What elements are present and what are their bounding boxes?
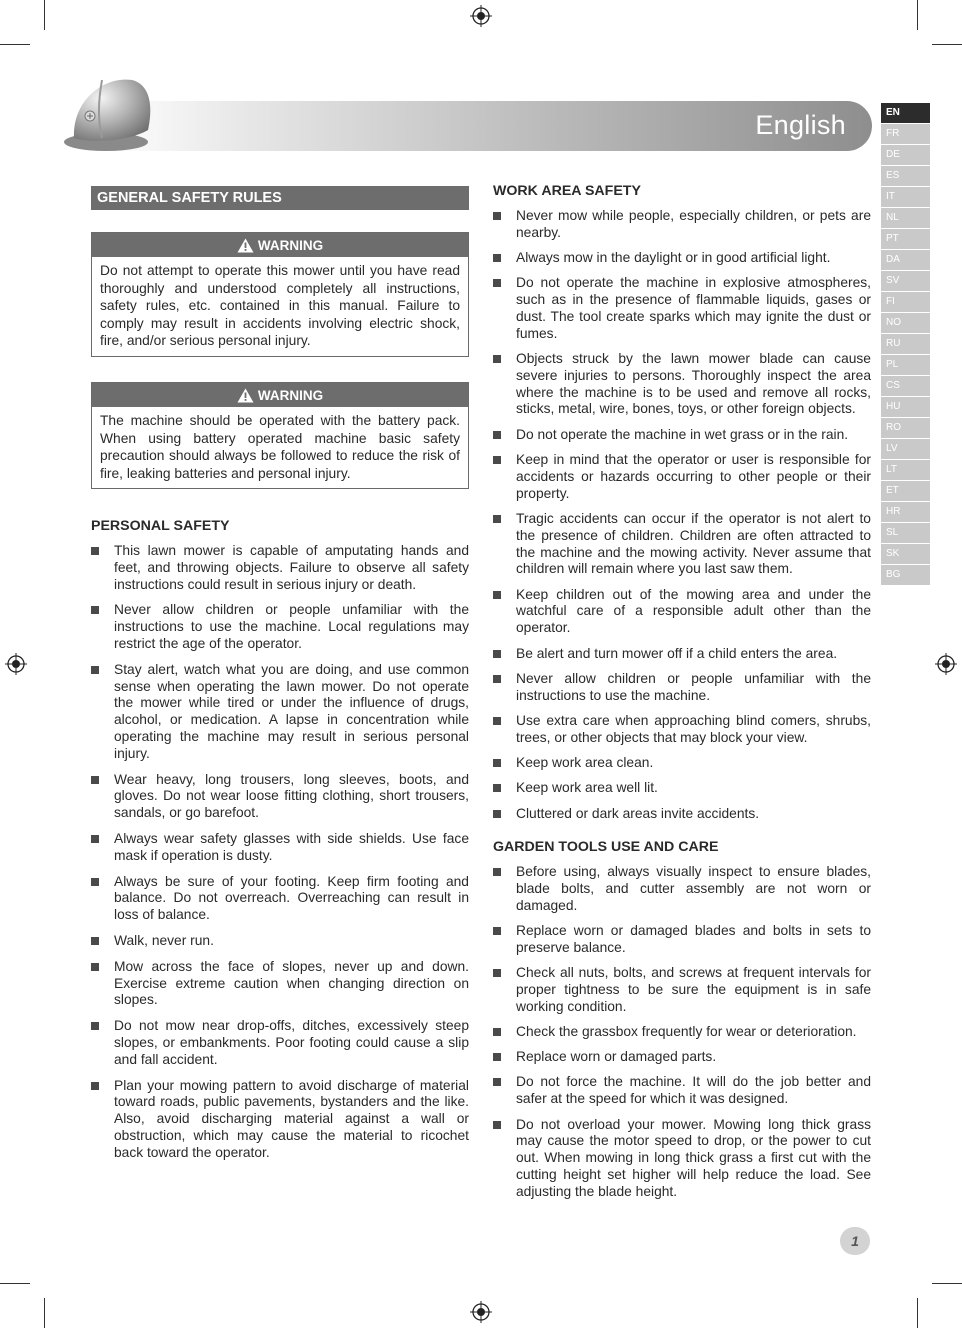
language-tab-bg[interactable]: BG	[881, 565, 930, 585]
bullet-square-icon	[493, 759, 501, 767]
list-item-text: Do not operate the machine in explosive atmospheres, such as in the presence of flammable liquids, gases or dust. The tool create sparks which may ignite the dust or fumes.	[516, 275, 871, 341]
list-item	[91, 831, 469, 865]
bullet-square-icon	[91, 963, 99, 971]
bullet-square-icon	[493, 515, 501, 523]
list-item	[493, 427, 871, 444]
list-item-text: Do not mow near drop-offs, ditches, excessively steep slopes, or embankments. Poor footing could cause a slip and fall accident.	[114, 1018, 469, 1067]
language-tab-hr[interactable]: HR	[881, 502, 930, 522]
bullet-square-icon	[493, 431, 501, 439]
bullet-square-icon	[493, 969, 501, 977]
bullet-square-icon	[493, 1053, 501, 1061]
bullet-square-icon	[493, 717, 501, 725]
list-item	[91, 1018, 469, 1068]
registration-mark-icon	[5, 653, 27, 675]
list-item-text: Always be sure of your footing. Keep firm footing and balance. Do not overreach. Overreaching can result in loss of balance.	[114, 873, 469, 923]
list-item-text: Keep work area well lit.	[516, 780, 658, 796]
language-tab-es[interactable]: ES	[881, 166, 930, 186]
language-tab-sk[interactable]: SK	[881, 544, 930, 564]
list-item-text: Never mow while people, especially children, or pets are nearby.	[516, 208, 871, 240]
list-item	[493, 923, 871, 957]
list-item	[493, 780, 871, 797]
list-item	[493, 1117, 871, 1201]
language-tab-lv[interactable]: LV	[881, 439, 930, 459]
language-tab-pt[interactable]: PT	[881, 229, 930, 249]
list-item	[493, 452, 871, 502]
list-item	[493, 1024, 871, 1041]
list-item-text: Tragic accidents can occur if the operator is not alert to the presence of children. Children are often attracted to the machine and the mowing activity. Never assume that children will remain where you last saw them.	[516, 510, 871, 577]
list-item	[493, 806, 871, 823]
list-item	[493, 646, 871, 663]
list-item	[493, 1074, 871, 1108]
language-tab-cs[interactable]: CS	[881, 376, 930, 396]
warning-header	[92, 383, 468, 407]
list-item-text: Use extra care when approaching blind comers, shrubs, trees, or other objects that may block your view.	[516, 712, 871, 745]
bullet-square-icon	[91, 1082, 99, 1090]
list-item	[493, 864, 871, 914]
warning-triangle-icon	[237, 388, 254, 403]
registration-mark-icon	[935, 653, 957, 675]
language-tab-da[interactable]: DA	[881, 250, 930, 270]
bullet-square-icon	[493, 650, 501, 658]
list-item	[91, 874, 469, 924]
crop-mark	[917, 0, 918, 30]
list-item	[91, 1078, 469, 1162]
list-item	[493, 208, 871, 242]
list-item-text: Be alert and turn mower off if a child enters the area.	[516, 645, 838, 661]
garden-tools-heading: GARDEN TOOLS USE AND CARE	[493, 839, 719, 855]
warning-header	[92, 233, 468, 257]
crop-mark	[44, 1298, 45, 1328]
bullet-square-icon	[91, 878, 99, 886]
crop-mark	[0, 1283, 30, 1284]
safety-helmet-icon	[62, 72, 158, 154]
warning-label: WARNING	[257, 237, 324, 253]
bullet-square-icon	[493, 254, 501, 262]
bullet-square-icon	[493, 1028, 501, 1036]
language-tab-list	[881, 103, 930, 586]
bullet-square-icon	[493, 868, 501, 876]
bullet-square-icon	[493, 1078, 501, 1086]
list-item	[91, 543, 469, 593]
language-tab-no[interactable]: NO	[881, 313, 930, 333]
language-tab-ro[interactable]: RO	[881, 418, 930, 438]
list-item-text: Do not overload your mower. Mowing long thick grass may cause the motor speed to drop, or the power to cut out. When mowing in long thick grass a first cut with the cutting height set higher will help reduce the load. See adjusting the blade height.	[516, 1116, 871, 1199]
list-item-text: Never allow children or people unfamiliar with the instructions to use the machine. Local regulations may restrict the age of the operator.	[114, 602, 469, 651]
list-item-text: Keep work area clean.	[516, 755, 654, 771]
bullet-square-icon	[91, 835, 99, 843]
list-item-text: Objects struck by the lawn mower blade can cause severe injuries to persons. Thoroughly inspect the area where the machine is to be used and remove all rocks, sticks, metal, wire, bones, toys, or other foreign objects.	[516, 351, 871, 417]
list-item-text: Do not force the machine. It will do the job better and safer at the speed for which it was designed.	[516, 1074, 871, 1107]
work-area-safety-heading: WORK AREA SAFETY	[493, 183, 641, 199]
list-item	[493, 351, 871, 418]
language-tab-it[interactable]: IT	[881, 187, 930, 207]
header-banner	[100, 101, 872, 151]
list-item	[493, 713, 871, 747]
list-item	[493, 671, 871, 705]
general-safety-rules-title: GENERAL SAFETY RULES	[91, 186, 469, 210]
bullet-square-icon	[91, 1022, 99, 1030]
list-item-text: Do not operate the machine in wet grass or in the rain.	[516, 426, 849, 442]
work-area-safety-list	[493, 208, 871, 831]
list-item-text: Keep in mind that the operator or user is responsible for accidents or hazards occurring to other people or their property.	[516, 452, 871, 501]
language-tab-sv[interactable]: SV	[881, 271, 930, 291]
list-item-text: Before using, always visually inspect to ensure blades, blade bolts, and cutter assembly are not worn or damaged.	[516, 864, 871, 913]
list-item	[493, 275, 871, 342]
list-item-text: Wear heavy, long trousers, long sleeves, boots, and gloves. Do not wear loose fitting clothing, short trousers, sandals, or go barefoot.	[114, 771, 469, 821]
bullet-square-icon	[493, 1121, 501, 1129]
list-item-text: Mow across the face of slopes, never up and down. Exercise extreme caution when changing direction on slopes.	[114, 958, 469, 1008]
crop-mark	[0, 44, 30, 45]
list-item-text: Always wear safety glasses with side shields. Use face mask if operation is dusty.	[114, 830, 469, 863]
warning-text: Do not attempt to operate this mower until you have read thoroughly and understood completely all instructions, safety rules, etc. contained in this manual. Failure to comply may result in accidents involving electric shock, fire, and/or serious personal injury.	[100, 263, 460, 348]
personal-safety-heading: PERSONAL SAFETY	[91, 518, 230, 534]
warning-box	[91, 382, 469, 489]
bullet-square-icon	[91, 547, 99, 555]
bullet-square-icon	[493, 784, 501, 792]
list-item-text: Replace worn or damaged parts.	[516, 1049, 717, 1065]
bullet-square-icon	[91, 937, 99, 945]
language-tab-hu[interactable]: HU	[881, 397, 930, 417]
crop-mark	[917, 1298, 918, 1328]
list-item-text: This lawn mower is capable of amputating hands and feet, and throwing objects. Failure to observe all safety instructions could result in serious injury or death.	[114, 543, 469, 592]
warning-box	[91, 232, 469, 357]
list-item-text: Always mow in the daylight or in good artificial light.	[516, 250, 831, 266]
bullet-square-icon	[493, 456, 501, 464]
bullet-square-icon	[91, 606, 99, 614]
list-item-text: Check the grassbox frequently for wear or deterioration.	[516, 1023, 857, 1039]
warning-label: WARNING	[257, 387, 324, 403]
list-item-text: Stay alert, watch what you are doing, and use common sense when operating the lawn mower. Do not operate the mower while tired or under the influence of drugs, alcohol, or medication. A lapse in concentration while operating the machine may result in serious personal injury.	[114, 661, 469, 761]
list-item	[91, 662, 469, 763]
list-item	[91, 772, 469, 822]
list-item	[493, 755, 871, 772]
language-tab-lt[interactable]: LT	[881, 460, 930, 480]
language-tab-de[interactable]: DE	[881, 145, 930, 165]
language-tab-et[interactable]: ET	[881, 481, 930, 501]
bullet-square-icon	[493, 212, 501, 220]
bullet-square-icon	[91, 666, 99, 674]
bullet-square-icon	[493, 355, 501, 363]
list-item	[91, 602, 469, 652]
registration-mark-icon	[470, 5, 492, 27]
bullet-square-icon	[493, 675, 501, 683]
crop-mark	[44, 0, 45, 30]
bullet-square-icon	[493, 279, 501, 287]
list-item	[493, 965, 871, 1015]
list-item-text: Walk, never run.	[114, 932, 214, 948]
crop-mark	[932, 44, 962, 45]
list-item-text: Replace worn or damaged blades and bolts in sets to preserve balance.	[516, 922, 871, 955]
list-item-text: Cluttered or dark areas invite accidents.	[516, 805, 760, 821]
list-item-text: Plan your mowing pattern to avoid discharge of material toward roads, public pavements, bystanders and the like. Also, avoid discharging material against a wall or obstruction, which may cause the material to ricochet back toward the operator.	[114, 1077, 469, 1160]
list-item	[493, 511, 871, 578]
page-language-title: English	[755, 110, 846, 140]
personal-safety-list	[91, 543, 469, 1171]
list-item	[91, 933, 469, 950]
bullet-square-icon	[91, 776, 99, 784]
warning-triangle-icon	[237, 238, 254, 253]
list-item-text: Never allow children or people unfamiliar with the instructions to use the machine.	[516, 670, 871, 703]
language-tab-fr[interactable]: FR	[881, 124, 930, 144]
list-item	[493, 587, 871, 637]
language-tab-en[interactable]: EN	[881, 103, 930, 123]
language-tab-sl[interactable]: SL	[881, 523, 930, 543]
page-number: 1	[840, 1227, 870, 1255]
garden-tools-list	[493, 864, 871, 1209]
warning-text: The machine should be operated with the battery pack. When using battery operated machine basic safety precaution should always be followed to reduce the risk of fire, leaking batteries and personal injury.	[100, 413, 460, 481]
language-tab-nl[interactable]: NL	[881, 208, 930, 228]
language-tab-ru[interactable]: RU	[881, 334, 930, 354]
list-item-text: Check all nuts, bolts, and screws at frequent intervals for proper tightness to be sure the equipment is in safe working condition.	[516, 964, 871, 1014]
bullet-square-icon	[493, 810, 501, 818]
language-tab-pl[interactable]: PL	[881, 355, 930, 375]
registration-mark-icon	[470, 1301, 492, 1323]
bullet-square-icon	[493, 927, 501, 935]
crop-mark	[932, 1283, 962, 1284]
list-item	[91, 959, 469, 1009]
bullet-square-icon	[493, 591, 501, 599]
list-item-text: Keep children out of the mowing area and under the watchful care of a responsible adult other than the operator.	[516, 586, 871, 636]
language-tab-fi[interactable]: FI	[881, 292, 930, 312]
list-item	[493, 250, 871, 267]
list-item	[493, 1049, 871, 1066]
